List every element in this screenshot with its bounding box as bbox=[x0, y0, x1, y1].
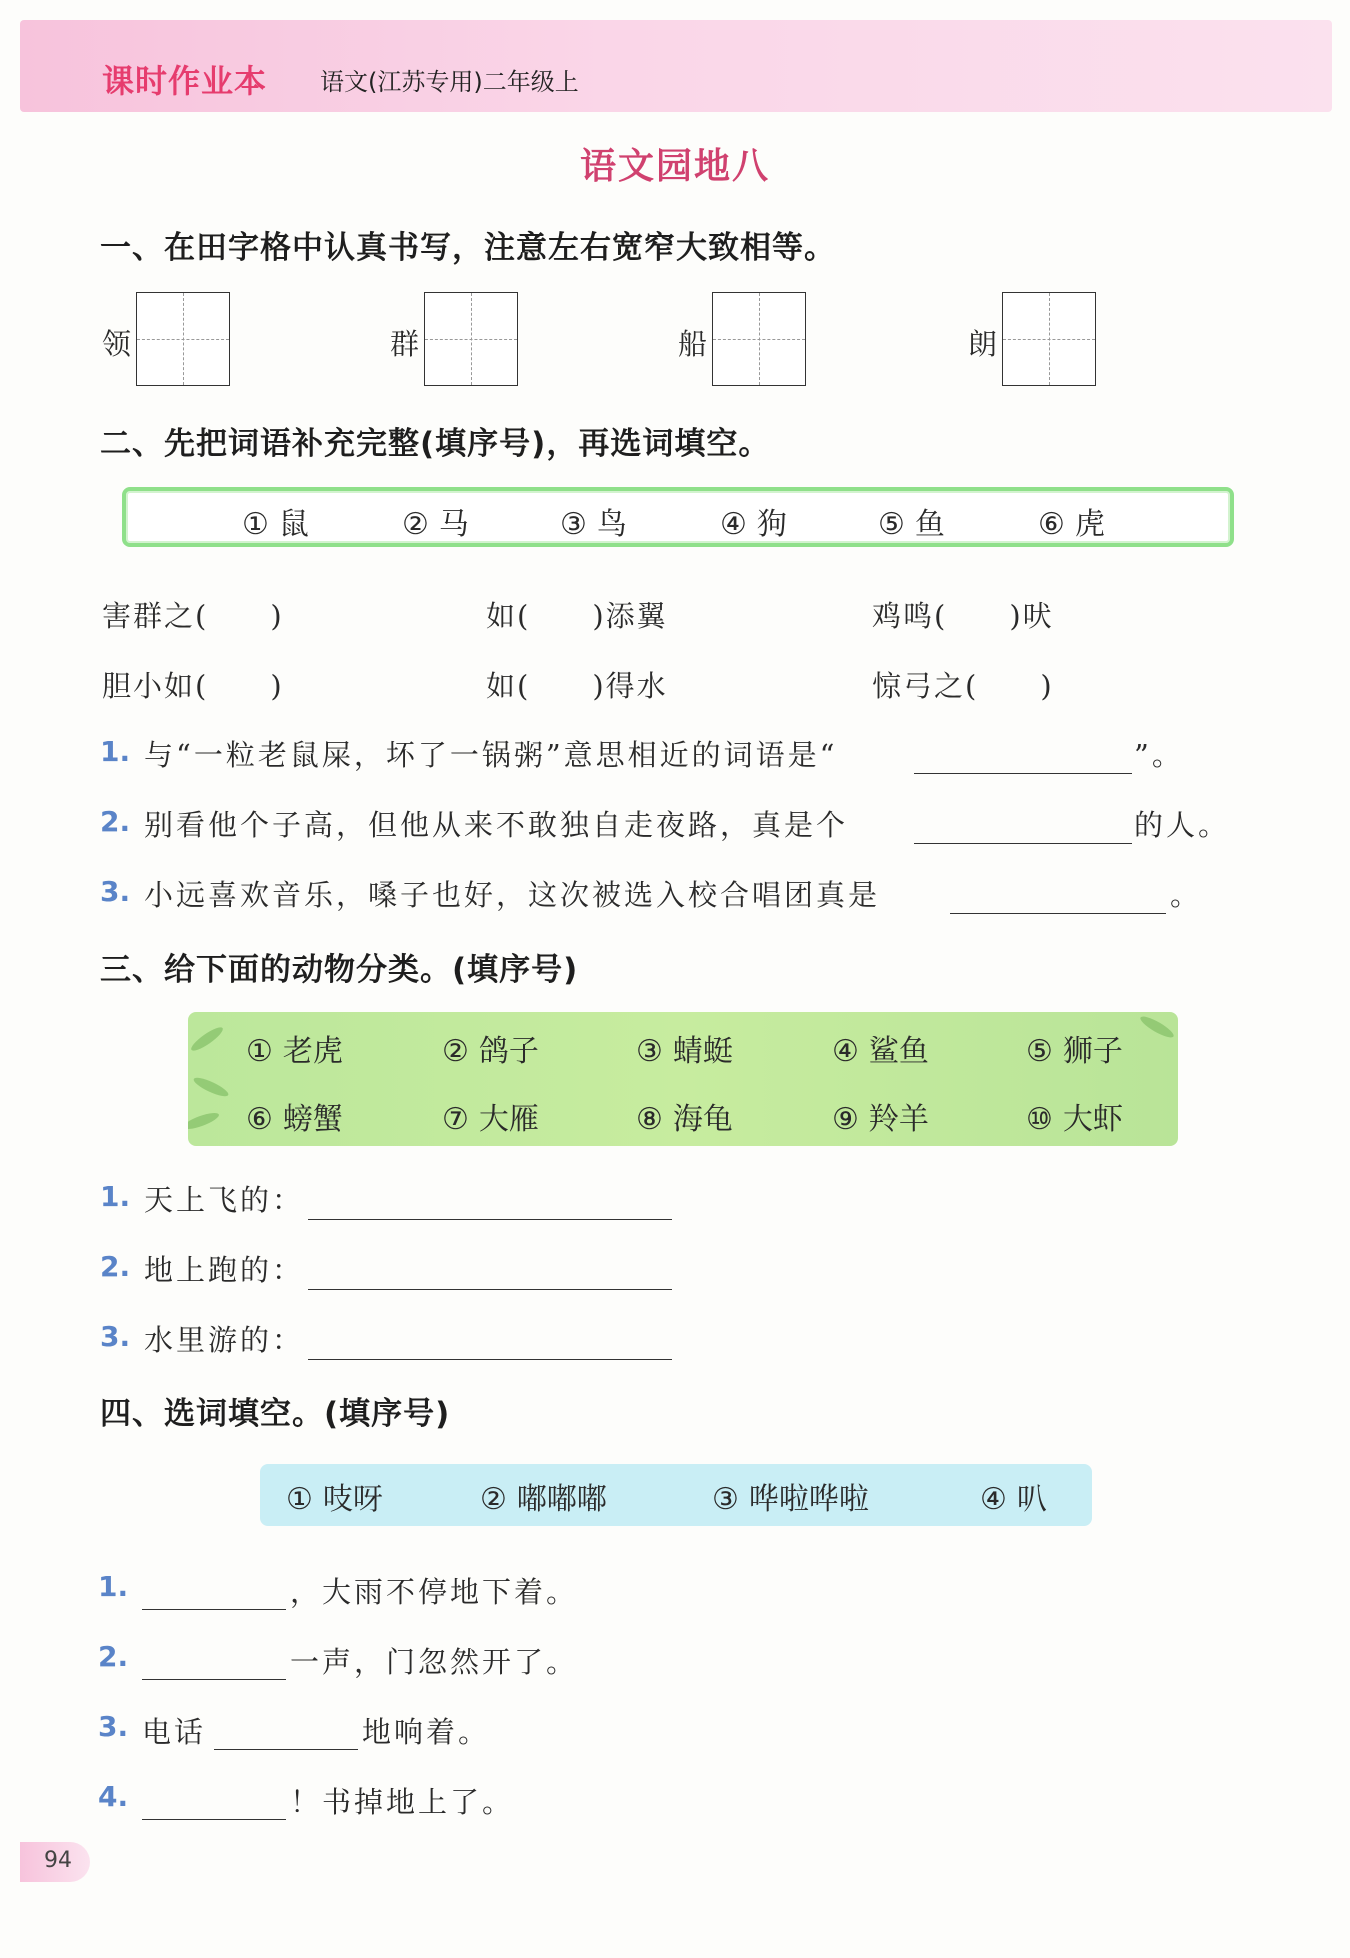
animal-option: ① 老虎 bbox=[246, 1034, 343, 1069]
word-option: ③ 哗啦哗啦 bbox=[712, 1482, 869, 1517]
animal-option: ② 鸽子 bbox=[442, 1034, 539, 1069]
tian-zi-grid[interactable] bbox=[136, 292, 230, 386]
idiom-2[interactable]: 如( )添翼 bbox=[486, 599, 668, 633]
idiom-1[interactable]: 害群之( ) bbox=[102, 599, 284, 633]
idiom-4[interactable]: 胆小如( ) bbox=[102, 669, 284, 703]
question-number: 1. bbox=[100, 1180, 131, 1213]
question-text: ！书掉地上了。 bbox=[290, 1785, 515, 1819]
answer-blank[interactable] bbox=[142, 1818, 286, 1820]
bamboo-leaf-icon bbox=[1138, 1013, 1176, 1041]
option-2: ② 马 bbox=[402, 507, 469, 542]
question-text: 天上飞的： bbox=[144, 1183, 305, 1217]
question-text-end: 。 bbox=[1170, 878, 1203, 912]
question-text: 与“一粒老鼠屎，坏了一锅粥”意思相近的词语是“ bbox=[144, 738, 838, 772]
tian-zi-grid[interactable] bbox=[1002, 292, 1096, 386]
answer-blank[interactable] bbox=[914, 842, 1132, 844]
question-number: 3. bbox=[98, 1710, 129, 1743]
answer-blank[interactable] bbox=[142, 1608, 286, 1610]
question-number: 3. bbox=[100, 875, 131, 908]
question-number: 4. bbox=[98, 1780, 129, 1813]
animal-option: ⑩ 大虾 bbox=[1026, 1102, 1123, 1137]
question-text: 小远喜欢音乐，嗓子也好，这次被选入校合唱团真是 bbox=[144, 878, 881, 912]
page-number-tab bbox=[20, 1842, 90, 1882]
animal-option: ④ 鲨鱼 bbox=[832, 1034, 929, 1069]
section-4-heading: 四、选词填空。(填序号) bbox=[100, 1396, 451, 1432]
question-text: 水里游的： bbox=[144, 1323, 305, 1357]
section-1-heading: 一、在田字格中认真书写，注意左右宽窄大致相等。 bbox=[100, 230, 836, 266]
page-number: 94 bbox=[44, 1848, 72, 1873]
char-label: 朗 bbox=[968, 327, 998, 361]
word-option: ④ 叭 bbox=[980, 1482, 1047, 1517]
animal-option: ⑦ 大雁 bbox=[442, 1102, 539, 1137]
answer-blank[interactable] bbox=[914, 772, 1132, 774]
question-number: 1. bbox=[98, 1570, 129, 1603]
animal-option: ③ 蜻蜓 bbox=[636, 1034, 733, 1069]
question-text: 地上跑的： bbox=[144, 1253, 305, 1287]
question-text-end: 的人。 bbox=[1134, 808, 1231, 842]
question-text: 一声，门忽然开了。 bbox=[290, 1645, 579, 1679]
question-number: 2. bbox=[100, 1250, 131, 1283]
answer-blank[interactable] bbox=[950, 912, 1166, 914]
animal-option: ⑨ 羚羊 bbox=[832, 1102, 929, 1137]
animal-option: ⑥ 螃蟹 bbox=[246, 1102, 343, 1137]
animal-options-box bbox=[122, 487, 1234, 547]
word-options-box bbox=[260, 1464, 1092, 1526]
answer-blank[interactable] bbox=[308, 1218, 672, 1220]
page-title: 语文园地八 bbox=[579, 146, 770, 187]
bamboo-leaf-icon bbox=[188, 1110, 221, 1132]
question-number: 1. bbox=[100, 735, 131, 768]
question-text: ，大雨不停地下着。 bbox=[290, 1575, 579, 1609]
animal-classify-box bbox=[188, 1012, 1178, 1146]
idiom-6[interactable]: 惊弓之( ) bbox=[872, 669, 1054, 703]
char-label: 领 bbox=[102, 327, 132, 361]
idiom-3[interactable]: 鸡鸣( )吠 bbox=[872, 599, 1054, 633]
question-number: 2. bbox=[100, 805, 131, 838]
question-text: 别看他个子高，但他从来不敢独自走夜路，真是个 bbox=[144, 808, 849, 842]
answer-blank[interactable] bbox=[214, 1748, 358, 1750]
question-number: 3. bbox=[100, 1320, 131, 1353]
answer-blank[interactable] bbox=[308, 1358, 672, 1360]
question-text: 电话 bbox=[142, 1715, 207, 1749]
brand-title: 课时作业本 bbox=[102, 62, 268, 100]
question-text-end: ”。 bbox=[1134, 738, 1184, 772]
animal-option: ⑤ 狮子 bbox=[1026, 1034, 1123, 1069]
tian-zi-grid[interactable] bbox=[712, 292, 806, 386]
option-4: ④ 狗 bbox=[720, 507, 787, 542]
bamboo-leaf-icon bbox=[192, 1074, 231, 1099]
section-3-heading: 三、给下面的动物分类。(填序号) bbox=[100, 952, 579, 988]
option-6: ⑥ 虎 bbox=[1038, 507, 1105, 542]
section-2-heading: 二、先把词语补充完整(填序号)，再选词填空。 bbox=[100, 426, 771, 462]
answer-blank[interactable] bbox=[142, 1678, 286, 1680]
char-label: 船 bbox=[678, 327, 708, 361]
answer-blank[interactable] bbox=[308, 1288, 672, 1290]
option-5: ⑤ 鱼 bbox=[878, 507, 945, 542]
idiom-5[interactable]: 如( )得水 bbox=[486, 669, 668, 703]
question-number: 2. bbox=[98, 1640, 129, 1673]
question-text-end: 地响着。 bbox=[362, 1715, 491, 1749]
tian-zi-grid[interactable] bbox=[424, 292, 518, 386]
option-3: ③ 鸟 bbox=[560, 507, 627, 542]
option-1: ① 鼠 bbox=[242, 507, 309, 542]
subject-label: 语文(江苏专用)二年级上 bbox=[320, 68, 579, 96]
word-option: ① 吱呀 bbox=[286, 1482, 383, 1517]
word-option: ② 嘟嘟嘟 bbox=[480, 1482, 607, 1517]
char-label: 群 bbox=[390, 327, 420, 361]
bamboo-leaf-icon bbox=[189, 1024, 226, 1054]
animal-option: ⑧ 海龟 bbox=[636, 1102, 733, 1137]
header-band bbox=[20, 20, 1332, 112]
